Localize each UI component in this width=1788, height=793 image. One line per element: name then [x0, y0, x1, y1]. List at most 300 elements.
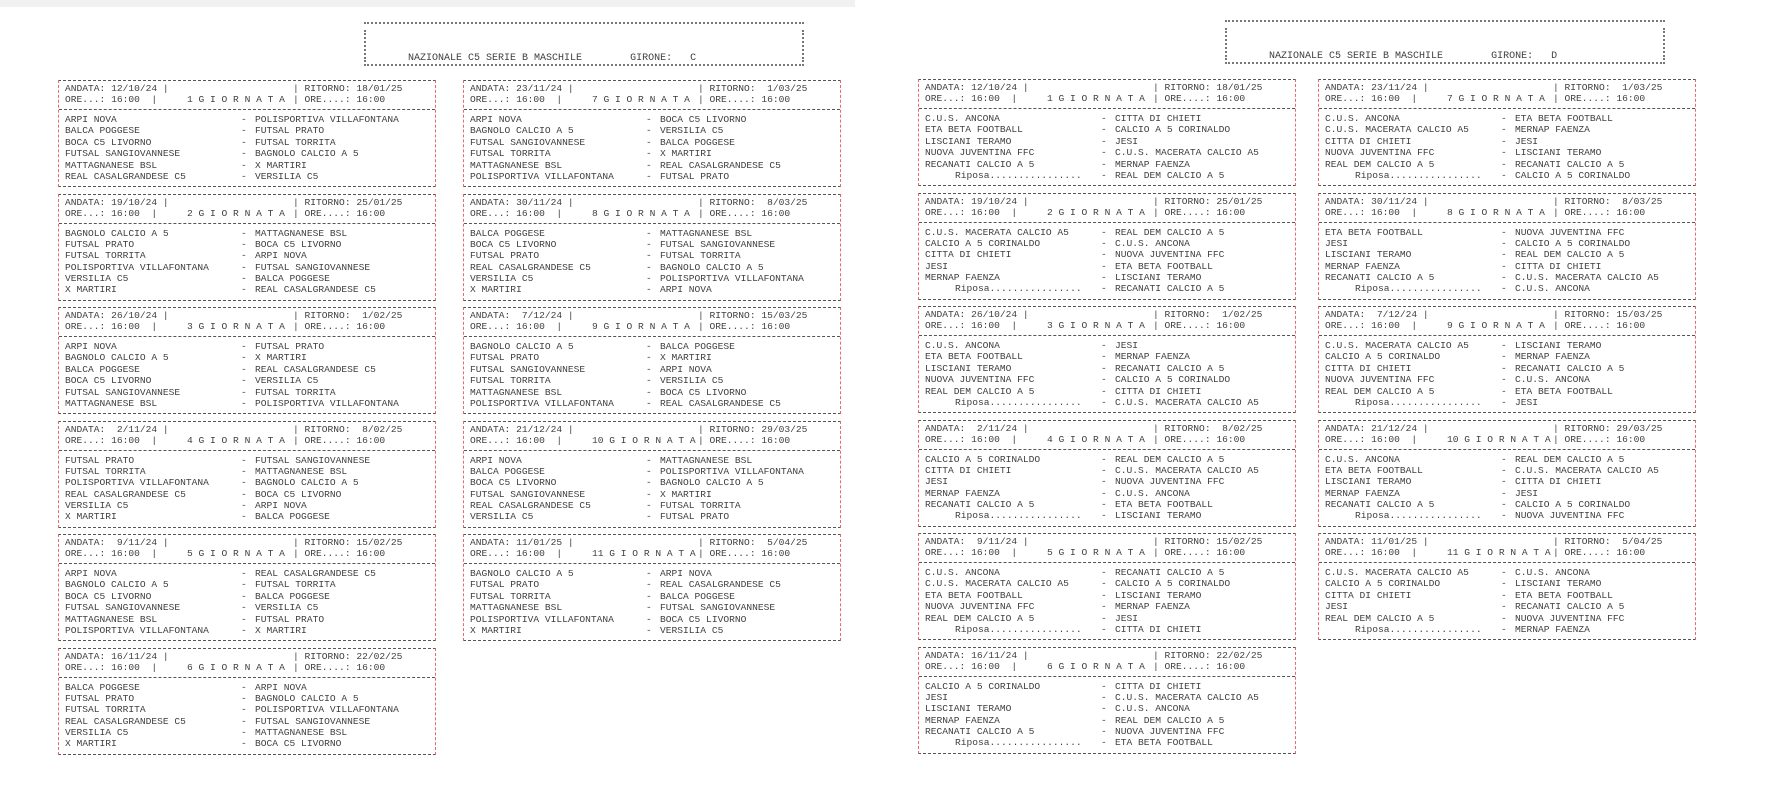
match-separator: -: [1101, 726, 1107, 738]
ore-andata: 16:00: [971, 93, 1000, 104]
home-team: POLISPORTIVA VILLAFONTANA: [470, 397, 614, 409]
away-team: ETA BETA FOOTBALL: [1515, 113, 1613, 124]
home-team: X MARTIRI: [470, 284, 522, 296]
match-row: [925, 488, 1289, 499]
match-row: [1325, 351, 1689, 362]
away-team: LISCIANI TERAMO: [1115, 272, 1202, 284]
match-separator: -: [241, 136, 247, 148]
match-separator: -: [1501, 362, 1507, 374]
match-separator: -: [1101, 113, 1107, 124]
match-row: [925, 340, 1289, 351]
andata-date: 7/12/24: [516, 310, 563, 321]
away-team: JESI: [1515, 135, 1539, 147]
games-list: [59, 337, 435, 413]
bye-row: [925, 510, 1289, 521]
home-team: MERNAP FAENZA: [1325, 487, 1400, 499]
away-team: REAL DEM CALCIO A 5: [1515, 249, 1625, 261]
match-separator: -: [646, 352, 652, 364]
giornata-header: ANDATA: 12/10/24 | | RITORNO: 18/01/25 ORE...: 16:00 | 1 G I O R N A T A | ORE....: 16:00: [59, 81, 435, 110]
ore-andata: 16:00: [971, 547, 1000, 558]
away-team: MATTAGNANESE BSL: [255, 227, 348, 239]
ore-andata: 16:00: [111, 548, 140, 559]
match-row: [925, 261, 1289, 272]
match-row: [65, 511, 429, 522]
home-team: FUTSAL SANGIOVANNESE: [65, 386, 181, 398]
match-separator: -: [1501, 272, 1507, 284]
home-team: MATTAGNANESE BSL: [65, 397, 158, 409]
away-team: FUTSAL TORRITA: [255, 136, 336, 148]
ritorno-date: 5/04/25: [1616, 536, 1663, 547]
match-row: [470, 114, 834, 125]
header-girone-d: [1225, 20, 1665, 68]
away-team: REAL CASALGRANDESE C5: [255, 284, 376, 296]
home-team: LISCIANI TERAMO: [925, 135, 1012, 147]
match-separator: -: [241, 454, 247, 466]
games-list: [59, 110, 435, 186]
match-separator: -: [241, 602, 247, 614]
match-row: [925, 567, 1289, 578]
match-separator: -: [241, 170, 247, 182]
giornata-box: [463, 194, 841, 301]
home-team: X MARTIRI: [65, 511, 117, 523]
match-separator: -: [1501, 226, 1507, 238]
girone-value: C: [690, 53, 697, 64]
ritorno-date: 1/03/25: [761, 83, 808, 94]
away-team: ETA BETA FOOTBALL: [1115, 737, 1213, 749]
away-team: LISCIANI TERAMO: [1115, 510, 1202, 522]
giornata-header: ANDATA: 21/12/24 | | RITORNO: 29/03/25 ORE...: 16:00 | 10 G I O R N A T A | ORE....: 16:00: [1319, 421, 1695, 450]
home-team: MATTAGNANESE BSL: [470, 159, 563, 171]
home-team: MATTAGNANESE BSL: [65, 159, 158, 171]
away-team: ARPI NOVA: [255, 681, 307, 693]
match-separator: -: [1101, 601, 1107, 613]
home-team: FUTSAL TORRITA: [470, 148, 551, 160]
match-row: [1325, 113, 1689, 124]
away-team: RECANATI CALCIO A 5: [1515, 362, 1625, 374]
ore-andata: 16:00: [1371, 433, 1400, 445]
away-team: CITTA DI CHIETI: [1115, 623, 1202, 635]
giornata-header: ANDATA: 26/10/24 | | RITORNO: 1/02/25 ORE...: 16:00 | 3 G I O R N A T A | ORE....: 16:00: [919, 307, 1295, 336]
home-team: BAGNOLO CALCIO A 5: [470, 125, 574, 137]
match-separator: -: [646, 386, 652, 398]
giornata-box: [463, 80, 841, 187]
home-team: ARPI NOVA: [65, 568, 117, 579]
away-team: REAL DEM CALCIO A 5: [1115, 169, 1225, 181]
home-team: RECANATI CALCIO A 5: [925, 499, 1035, 511]
match-separator: -: [241, 352, 247, 364]
bye-row: [1325, 283, 1689, 294]
match-separator: -: [1501, 612, 1507, 624]
away-team: ARPI NOVA: [255, 250, 307, 262]
match-row: [470, 125, 834, 136]
andata-date: 9/11/24: [111, 537, 158, 548]
home-team: Riposa................: [955, 510, 1082, 522]
match-separator: -: [646, 136, 652, 148]
away-team: JESI: [1515, 396, 1539, 408]
away-team: LISCIANI TERAMO: [1115, 589, 1202, 601]
home-team: LISCIANI TERAMO: [1325, 249, 1412, 261]
ore-andata: 16:00: [516, 94, 545, 105]
giornata-title: 6 G I O R N A T A: [187, 661, 285, 673]
match-separator: -: [1501, 374, 1507, 386]
giornata-box: [918, 533, 1296, 640]
match-separator: -: [646, 602, 652, 614]
away-team: X MARTIRI: [255, 159, 307, 171]
ritorno-date: 8/02/25: [356, 423, 403, 435]
match-separator: -: [1101, 487, 1107, 499]
girone-label: GIRONE:: [1491, 51, 1534, 62]
match-row: [470, 466, 834, 477]
away-team: RECANATI CALCIO A 5: [1515, 601, 1625, 613]
home-team: NUOVA JUVENTINA FFC: [1325, 374, 1435, 386]
match-separator: -: [241, 738, 247, 750]
home-team: Riposa................: [955, 737, 1082, 749]
giornata-frame: [463, 307, 841, 414]
match-separator: -: [241, 704, 247, 716]
match-row: [1325, 159, 1689, 170]
giornata-box: [918, 193, 1296, 300]
away-team: MERNAP FAENZA: [1115, 351, 1190, 363]
home-team: C.U.S. MACERATA CALCIO A5: [925, 578, 1069, 590]
bye-row: [1325, 397, 1689, 408]
away-team: VERSILIA C5: [255, 170, 319, 182]
giornata-frame: [1318, 193, 1696, 300]
match-row: [65, 398, 429, 409]
home-team: CITTA DI CHIETI: [925, 249, 1012, 261]
match-separator: -: [1501, 260, 1507, 272]
games-list: [59, 678, 435, 754]
home-team: BAGNOLO CALCIO A 5: [470, 568, 574, 579]
bye-row: [1325, 170, 1689, 181]
away-team: JESI: [1115, 340, 1139, 351]
andata-date: 26/10/24: [971, 309, 1018, 320]
match-separator: -: [1101, 691, 1107, 703]
match-separator: -: [1101, 396, 1107, 408]
giornata-box: [1318, 79, 1696, 186]
giornata-frame: [918, 533, 1296, 640]
match-separator: -: [646, 363, 652, 375]
match-separator: -: [1501, 249, 1507, 261]
giornata-title: 5 G I O R N A T A: [1047, 547, 1145, 558]
games-list: [464, 224, 840, 300]
match-separator: -: [241, 227, 247, 239]
match-separator: -: [1501, 487, 1507, 499]
ore-andata: 16:00: [1371, 320, 1400, 331]
ore-andata: 16:00: [1371, 547, 1400, 558]
match-row: [65, 738, 429, 749]
match-row: [925, 238, 1289, 249]
home-team: NUOVA JUVENTINA FFC: [1325, 147, 1435, 159]
match-row: [65, 160, 429, 171]
match-separator: -: [646, 284, 652, 296]
giornata-frame: [58, 534, 436, 641]
match-row: [470, 500, 834, 511]
andata-date: 11/01/25: [1371, 536, 1418, 547]
away-team: BALCA POGGESE: [660, 341, 735, 352]
match-separator: -: [646, 568, 652, 579]
ore-ritorno: 16:00: [356, 321, 386, 332]
home-team: ETA BETA FOOTBALL: [925, 351, 1023, 363]
match-separator: -: [1501, 396, 1507, 408]
match-separator: -: [646, 397, 652, 409]
giornata-header: ANDATA: 19/10/24 | | RITORNO: 25/01/25 ORE...: 16:00 | 2 G I O R N A T A | ORE....: 16:00: [59, 195, 435, 224]
ritorno-date: 8/02/25: [1216, 422, 1263, 434]
home-team: C.U.S. ANCONA: [925, 567, 1000, 578]
home-team: FUTSAL TORRITA: [65, 704, 146, 716]
away-team: MATTAGNANESE BSL: [255, 727, 348, 739]
away-team: JESI: [1115, 612, 1139, 624]
ore-ritorno: 16:00: [1216, 660, 1246, 672]
home-team: Riposa................: [955, 623, 1082, 635]
match-row: [470, 579, 834, 590]
away-team: C.U.S. ANCONA: [1115, 237, 1190, 249]
andata-date: 19/10/24: [971, 195, 1018, 207]
giornata-frame: [918, 647, 1296, 754]
away-team: FUTSAL PRATO: [660, 511, 730, 523]
home-team: REAL DEM CALCIO A 5: [1325, 158, 1435, 170]
giornata-frame: [1318, 306, 1696, 413]
away-team: CITTA DI CHIETI: [1115, 385, 1202, 397]
home-team: FUTSAL SANGIOVANNESE: [65, 602, 181, 614]
match-separator: -: [1501, 567, 1507, 578]
bye-row: [925, 737, 1289, 748]
home-team: LISCIANI TERAMO: [925, 362, 1012, 374]
match-separator: -: [646, 114, 652, 125]
header-girone-c: [364, 22, 804, 70]
match-separator: -: [646, 624, 652, 636]
match-separator: -: [646, 341, 652, 352]
andata-date: 21/12/24: [516, 423, 563, 435]
home-team: FUTSAL TORRITA: [65, 465, 146, 477]
match-separator: -: [646, 227, 652, 239]
giornata-title: 1 G I O R N A T A: [1047, 93, 1145, 104]
match-separator: -: [646, 238, 652, 250]
home-team: LISCIANI TERAMO: [1325, 476, 1412, 488]
ore-ritorno: 16:00: [1616, 206, 1646, 218]
home-team: JESI: [1325, 601, 1349, 613]
home-team: X MARTIRI: [65, 738, 117, 750]
ore-ritorno: 16:00: [761, 207, 791, 219]
away-team: RECANATI CALCIO A 5: [1115, 567, 1225, 578]
match-row: [925, 715, 1289, 726]
ore-ritorno: 16:00: [356, 661, 386, 673]
match-row: [65, 716, 429, 727]
giornata-header: ANDATA: 26/10/24 | | RITORNO: 1/02/25 ORE...: 16:00 | 3 G I O R N A T A | ORE....: 16:00: [59, 308, 435, 337]
match-row: [470, 625, 834, 636]
giornata-box: [58, 421, 436, 528]
away-team: LISCIANI TERAMO: [1515, 578, 1602, 590]
away-team: MATTAGNANESE BSL: [255, 465, 348, 477]
home-team: BALCA POGGESE: [65, 681, 140, 693]
match-row: [1325, 454, 1689, 465]
match-separator: -: [1501, 158, 1507, 170]
games-list: [919, 563, 1295, 639]
ritorno-date: 22/02/25: [356, 650, 403, 662]
match-separator: -: [241, 284, 247, 296]
away-team: C.U.S. ANCONA: [1515, 374, 1590, 386]
match-separator: -: [1101, 249, 1107, 261]
away-team: REAL CASALGRANDESE C5: [255, 568, 376, 579]
away-team: BALCA POGGESE: [255, 511, 330, 523]
match-separator: -: [646, 148, 652, 160]
giornata-title: 9 G I O R N A T A: [592, 321, 690, 332]
match-row: [925, 227, 1289, 238]
home-team: CITTA DI CHIETI: [1325, 589, 1412, 601]
match-row: [65, 137, 429, 148]
bye-row: [1325, 510, 1689, 521]
away-team: FUTSAL SANGIOVANNESE: [660, 238, 776, 250]
home-team: CALCIO A 5 CORINALDO: [1325, 578, 1441, 590]
match-row: [65, 228, 429, 239]
giornata-frame: [58, 307, 436, 414]
giornata-header: ANDATA: 9/11/24 | | RITORNO: 15/02/25 ORE...: 16:00 | 5 G I O R N A T A | ORE....: 16:00: [919, 534, 1295, 563]
away-team: C.U.S. MACERATA CALCIO A5: [1515, 464, 1659, 476]
home-team: CALCIO A 5 CORINALDO: [925, 453, 1041, 465]
match-row: [65, 693, 429, 704]
match-separator: -: [1101, 703, 1107, 715]
match-row: [1325, 136, 1689, 147]
giornata-title: 1 G I O R N A T A: [187, 94, 285, 105]
match-separator: -: [1101, 464, 1107, 476]
match-row: [470, 148, 834, 159]
games-list: [1319, 109, 1695, 185]
home-team: C.U.S. ANCONA: [925, 113, 1000, 124]
away-team: FUTSAL TORRITA: [255, 386, 336, 398]
match-row: [1325, 340, 1689, 351]
ore-andata: 16:00: [516, 321, 545, 332]
home-team: POLISPORTIVA VILLAFONTANA: [65, 261, 209, 273]
match-row: [925, 272, 1289, 283]
match-separator: -: [241, 125, 247, 137]
home-team: Riposa................: [955, 283, 1082, 295]
match-row: [1325, 147, 1689, 158]
home-team: MATTAGNANESE BSL: [65, 613, 158, 625]
away-team: ARPI NOVA: [660, 568, 712, 579]
games-list: [919, 450, 1295, 526]
away-team: CALCIO A 5 CORINALDO: [1115, 124, 1231, 136]
match-separator: -: [1501, 351, 1507, 363]
match-row: [65, 591, 429, 602]
home-team: REAL DEM CALCIO A 5: [1325, 385, 1435, 397]
match-row: [925, 681, 1289, 692]
away-team: NUOVA JUVENTINA FFC: [1115, 476, 1225, 488]
match-row: [65, 284, 429, 295]
giornata-frame: [58, 648, 436, 755]
match-separator: -: [241, 273, 247, 285]
giornata-header: ANDATA: 23/11/24 | | RITORNO: 1/03/25 ORE...: 16:00 | 7 G I O R N A T A | ORE....: 16:00: [1319, 80, 1695, 109]
ritorno-date: 5/04/25: [761, 537, 808, 548]
match-row: [470, 262, 834, 273]
bye-row: [925, 283, 1289, 294]
match-separator: -: [1101, 623, 1107, 635]
match-row: [1325, 567, 1689, 578]
match-row: [65, 466, 429, 477]
ritorno-date: 1/02/25: [1216, 309, 1263, 320]
games-list: [59, 224, 435, 300]
match-separator: -: [1501, 453, 1507, 465]
ritorno-date: 8/03/25: [761, 196, 808, 208]
ore-ritorno: 16:00: [761, 548, 791, 559]
match-separator: -: [1501, 464, 1507, 476]
away-team: MERNAP FAENZA: [1515, 351, 1590, 363]
giornata-title: 6 G I O R N A T A: [1047, 660, 1145, 672]
away-team: FUTSAL TORRITA: [660, 250, 741, 262]
match-row: [65, 602, 429, 613]
match-separator: -: [1101, 283, 1107, 295]
away-team: VERSILIA C5: [660, 125, 724, 137]
home-team: Riposa................: [1355, 283, 1482, 295]
giornata-box: [58, 80, 436, 187]
header-title: NAZIONALE C5 SERIE B MASCHILE: [408, 53, 583, 64]
andata-date: 16/11/24: [111, 650, 158, 662]
home-team: ETA BETA FOOTBALL: [925, 124, 1023, 136]
away-team: JESI: [1515, 487, 1539, 499]
giornata-box: [463, 534, 841, 641]
away-team: NUOVA JUVENTINA FFC: [1515, 612, 1625, 624]
match-row: [65, 682, 429, 693]
home-team: CALCIO A 5 CORINALDO: [925, 680, 1041, 692]
giornata-title: 2 G I O R N A T A: [187, 207, 285, 219]
ritorno-date: 15/02/25: [356, 537, 403, 548]
match-row: [1325, 227, 1689, 238]
giornata-title: 11 G I O R N A T A: [592, 548, 696, 559]
ore-ritorno: 16:00: [1616, 93, 1646, 104]
match-row: [65, 704, 429, 715]
match-separator: -: [1501, 135, 1507, 147]
away-team: REAL DEM CALCIO A 5: [1515, 453, 1625, 465]
giornata-title: 2 G I O R N A T A: [1047, 206, 1145, 218]
games-list: [1319, 223, 1695, 299]
ore-andata: 16:00: [971, 320, 1000, 331]
away-team: BAGNOLO CALCIO A 5: [255, 692, 359, 704]
match-separator: -: [241, 250, 247, 262]
ore-andata: 16:00: [971, 660, 1000, 672]
match-separator: -: [1101, 589, 1107, 601]
giornata-header: ANDATA: 11/01/25 | | RITORNO: 5/04/25 ORE...: 16:00 | 11 G I O R N A T A | ORE....: 16:00: [464, 535, 840, 564]
header-title: NAZIONALE C5 SERIE B MASCHILE: [1269, 51, 1444, 62]
ritorno-date: 8/03/25: [1616, 195, 1663, 207]
match-separator: -: [646, 261, 652, 273]
match-row: [925, 499, 1289, 510]
giornata-box: [918, 647, 1296, 754]
match-row: [65, 500, 429, 511]
home-team: FUTSAL SANGIOVANNESE: [470, 363, 586, 375]
giornata-title: 9 G I O R N A T A: [1447, 320, 1545, 331]
match-separator: -: [646, 477, 652, 489]
giornata-frame: [463, 534, 841, 641]
home-team: NUOVA JUVENTINA FFC: [925, 601, 1035, 613]
match-row: [470, 489, 834, 500]
away-team: FUTSAL PRATO: [255, 613, 325, 625]
ore-andata: 16:00: [971, 206, 1000, 218]
match-separator: -: [241, 375, 247, 387]
match-row: [1325, 363, 1689, 374]
match-separator: -: [241, 465, 247, 477]
home-team: C.U.S. MACERATA CALCIO A5: [1325, 567, 1469, 578]
andata-date: 2/11/24: [111, 423, 158, 435]
away-team: MATTAGNANESE BSL: [660, 454, 753, 466]
match-row: [1325, 386, 1689, 397]
match-row: [925, 386, 1289, 397]
home-team: ARPI NOVA: [470, 454, 522, 466]
andata-date: 30/11/24: [516, 196, 563, 208]
home-team: CITTA DI CHIETI: [1325, 135, 1412, 147]
match-row: [1325, 499, 1689, 510]
home-team: BALCA POGGESE: [470, 227, 545, 239]
home-team: MERNAP FAENZA: [1325, 260, 1400, 272]
match-row: [65, 125, 429, 136]
match-row: [470, 568, 834, 579]
